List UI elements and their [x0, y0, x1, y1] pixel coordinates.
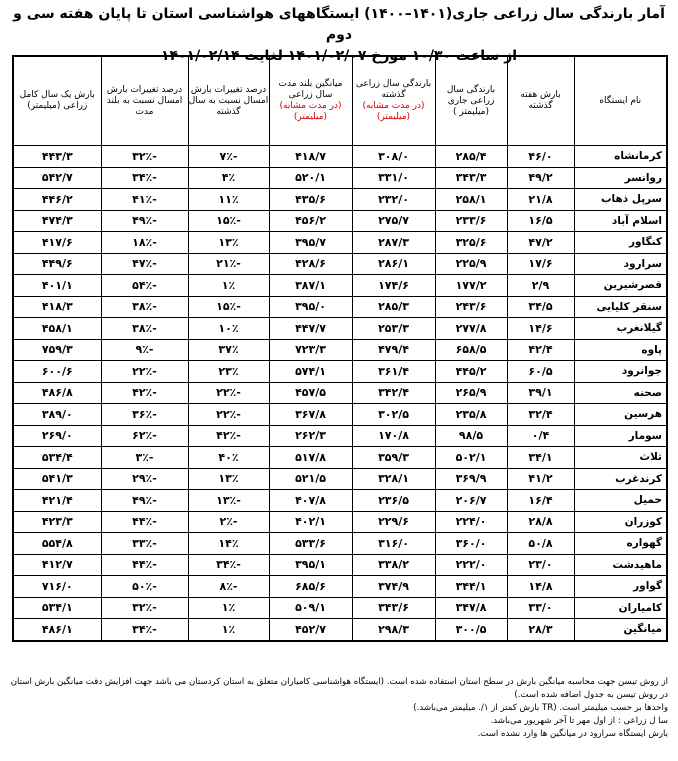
- change-longterm-cell: -۳۴٪: [101, 167, 188, 189]
- change-last-year-cell: ۴٪: [188, 167, 269, 189]
- week-rain-cell: ۴۷/۲: [507, 232, 574, 254]
- current-rain-cell: ۶۵۸/۵: [435, 339, 507, 361]
- last-year-rain-cell: ۴۷۹/۴: [352, 339, 435, 361]
- current-rain-cell: ۳۴۷/۸: [435, 597, 507, 619]
- change-longterm-cell: -۳۸٪: [101, 318, 188, 340]
- week-rain-cell: ۱۴/۸: [507, 576, 574, 598]
- week-rain-cell: ۴۹/۲: [507, 167, 574, 189]
- table-header-row: [13, 56, 667, 146]
- change-last-year-cell: -۲۱٪: [188, 253, 269, 275]
- station-name-cell: سرارود: [574, 253, 667, 275]
- longterm-rain-cell: ۵۲۰/۱: [269, 167, 352, 189]
- footnote-4: بارش ایستگاه سرارود در میانگین ها وارد نشده است.: [477, 729, 668, 739]
- last-year-rain-cell: ۳۳۱/۰: [352, 167, 435, 189]
- full-year-rain-cell: ۷۵۹/۳: [13, 339, 101, 361]
- last-year-rain-cell: ۲۳۲/۰: [352, 189, 435, 211]
- last-year-rain-cell: ۱۷۴/۶: [352, 275, 435, 297]
- header-change-last-year: درصد تغییرات بارش امسال نسبت به سال گذشته: [188, 56, 269, 146]
- change-longterm-cell: -۳۸٪: [101, 296, 188, 318]
- station-name-cell: ثلاث: [574, 447, 667, 469]
- header-full-year: بارش یک سال کامل زراعی (میلیمتر): [13, 56, 101, 146]
- full-year-rain-cell: ۵۳۴/۴: [13, 447, 101, 469]
- change-longterm-cell: -۳۶٪: [101, 404, 188, 426]
- longterm-rain-cell: ۶۸۵/۶: [269, 576, 352, 598]
- longterm-rain-cell: ۵۱۷/۸: [269, 447, 352, 469]
- longterm-rain-cell: ۳۹۵/۷: [269, 232, 352, 254]
- table-row: [13, 382, 667, 404]
- full-year-rain-cell: ۴۰۱/۱: [13, 275, 101, 297]
- table-row: [13, 619, 667, 641]
- longterm-rain-cell: ۴۴۷/۷: [269, 318, 352, 340]
- change-last-year-cell: -۱۳٪: [188, 490, 269, 512]
- current-rain-cell: ۴۴۵/۲: [435, 361, 507, 383]
- longterm-rain-cell: ۲۶۲/۳: [269, 425, 352, 447]
- week-rain-cell: ۱۶/۴: [507, 490, 574, 512]
- change-longterm-cell: -۴۱٪: [101, 189, 188, 211]
- header-last-year-note: (در مدت مشابه) (میلیمتر): [362, 101, 425, 122]
- current-rain-cell: ۲۶۵/۹: [435, 382, 507, 404]
- change-longterm-cell: -۲۹٪: [101, 468, 188, 490]
- table-row: [13, 361, 667, 383]
- full-year-rain-cell: ۴۴۶/۲: [13, 189, 101, 211]
- full-year-rain-cell: ۲۶۹/۰: [13, 425, 101, 447]
- week-rain-cell: ۳۲/۴: [507, 404, 574, 426]
- full-year-rain-cell: ۶۰۰/۶: [13, 361, 101, 383]
- longterm-rain-cell: ۵۷۴/۱: [269, 361, 352, 383]
- week-rain-cell: ۳۴/۱: [507, 447, 574, 469]
- full-year-rain-cell: ۴۲۳/۳: [13, 511, 101, 533]
- table-row: [13, 490, 667, 512]
- change-last-year-cell: ۱٪: [188, 597, 269, 619]
- table-row: [13, 296, 667, 318]
- current-rain-cell: ۲۵۸/۱: [435, 189, 507, 211]
- table-row: [13, 232, 667, 254]
- week-rain-cell: ۱۴/۶: [507, 318, 574, 340]
- last-year-rain-cell: ۲۳۶/۵: [352, 490, 435, 512]
- full-year-rain-cell: ۴۱۲/۷: [13, 554, 101, 576]
- station-name-cell: ماهیدشت: [574, 554, 667, 576]
- change-longterm-cell: -۴۹٪: [101, 210, 188, 232]
- full-year-rain-cell: ۵۴۱/۳: [13, 468, 101, 490]
- longterm-rain-cell: ۳۹۵/۱: [269, 554, 352, 576]
- table-row: [13, 468, 667, 490]
- station-name-cell: اسلام آباد: [574, 210, 667, 232]
- table-row: [13, 146, 667, 168]
- station-name-cell: سومار: [574, 425, 667, 447]
- full-year-rain-cell: ۵۴۲/۷: [13, 167, 101, 189]
- change-longterm-cell: -۵۰٪: [101, 576, 188, 598]
- current-rain-cell: ۲۲۲/۰: [435, 554, 507, 576]
- last-year-rain-cell: ۳۴۲/۴: [352, 382, 435, 404]
- station-name-cell: سرپل ذهاب: [574, 189, 667, 211]
- station-name-cell: صحنه: [574, 382, 667, 404]
- change-last-year-cell: -۱۵٪: [188, 296, 269, 318]
- longterm-rain-cell: ۴۵۲/۷: [269, 619, 352, 641]
- rainfall-table: [12, 55, 668, 642]
- last-year-rain-cell: ۲۲۹/۶: [352, 511, 435, 533]
- week-rain-cell: ۶۰/۵: [507, 361, 574, 383]
- longterm-rain-cell: ۴۱۸/۷: [269, 146, 352, 168]
- header-last-year-label: بارندگی سال زراعی گذشته: [355, 79, 432, 100]
- full-year-rain-cell: ۴۴۹/۶: [13, 253, 101, 275]
- change-last-year-cell: -۲٪: [188, 511, 269, 533]
- current-rain-cell: ۲۳۳/۶: [435, 210, 507, 232]
- week-rain-cell: ۰/۴: [507, 425, 574, 447]
- change-longterm-cell: -۴۴٪: [101, 511, 188, 533]
- longterm-rain-cell: ۵۰۹/۱: [269, 597, 352, 619]
- full-year-rain-cell: ۵۵۴/۸: [13, 533, 101, 555]
- longterm-rain-cell: ۳۸۷/۱: [269, 275, 352, 297]
- station-name-cell: گیلانغرب: [574, 318, 667, 340]
- change-last-year-cell: ۱۰٪: [188, 318, 269, 340]
- change-last-year-cell: -۷٪: [188, 146, 269, 168]
- last-year-rain-cell: ۱۷۰/۸: [352, 425, 435, 447]
- longterm-rain-cell: ۵۳۳/۶: [269, 533, 352, 555]
- full-year-rain-cell: ۴۸۶/۸: [13, 382, 101, 404]
- change-last-year-cell: ۱٪: [188, 619, 269, 641]
- change-last-year-cell: -۲۲٪: [188, 404, 269, 426]
- table-row: [13, 318, 667, 340]
- current-rain-cell: ۲۳۵/۸: [435, 404, 507, 426]
- station-name-cell: گهواره: [574, 533, 667, 555]
- table-row: [13, 511, 667, 533]
- full-year-rain-cell: ۷۱۶/۰: [13, 576, 101, 598]
- change-last-year-cell: -۸٪: [188, 576, 269, 598]
- current-rain-cell: ۲۲۴/۰: [435, 511, 507, 533]
- change-longterm-cell: -۳۲٪: [101, 597, 188, 619]
- change-longterm-cell: -۴۹٪: [101, 490, 188, 512]
- table-row: [13, 554, 667, 576]
- current-rain-cell: ۳۲۵/۶: [435, 232, 507, 254]
- week-rain-cell: ۳۴/۵: [507, 296, 574, 318]
- last-year-rain-cell: ۳۴۳/۶: [352, 597, 435, 619]
- week-rain-cell: ۴۲/۴: [507, 339, 574, 361]
- table-row: [13, 425, 667, 447]
- station-name-cell: روانسر: [574, 167, 667, 189]
- footnote-1: از روش تیسن جهت محاسبه میانگین بارش در سطح استان استفاده شده است. (ایستگاه هواشناسی کامیاران متعلق به استان کردستان می باشد جهت افزایش دقت میانگین بارش استان در روش تیسن به جدول اضافه شده است.): [10, 677, 668, 700]
- last-year-rain-cell: ۲۵۳/۳: [352, 318, 435, 340]
- week-rain-cell: ۲۸/۳: [507, 619, 574, 641]
- current-rain-cell: ۳۴۳/۳: [435, 167, 507, 189]
- change-longterm-cell: -۳۴٪: [101, 619, 188, 641]
- station-name-cell: قصرشیرین: [574, 275, 667, 297]
- header-longterm-label: میانگین بلند مدت سال زراعی: [278, 79, 343, 100]
- change-last-year-cell: ۲۳٪: [188, 361, 269, 383]
- week-rain-cell: ۱۶/۵: [507, 210, 574, 232]
- change-last-year-cell: -۴۲٪: [188, 425, 269, 447]
- station-name-cell: کامیاران: [574, 597, 667, 619]
- week-rain-cell: ۴۱/۲: [507, 468, 574, 490]
- current-rain-cell: ۲۸۵/۴: [435, 146, 507, 168]
- last-year-rain-cell: ۲۸۷/۳: [352, 232, 435, 254]
- current-rain-cell: ۲۰۶/۷: [435, 490, 507, 512]
- week-rain-cell: ۳۹/۱: [507, 382, 574, 404]
- longterm-rain-cell: ۳۶۷/۸: [269, 404, 352, 426]
- last-year-rain-cell: ۳۶۱/۴: [352, 361, 435, 383]
- table-row: [13, 597, 667, 619]
- change-longterm-cell: -۴۴٪: [101, 554, 188, 576]
- change-longterm-cell: -۶۲٪: [101, 425, 188, 447]
- full-year-rain-cell: ۴۷۴/۳: [13, 210, 101, 232]
- last-year-rain-cell: ۳۰۲/۵: [352, 404, 435, 426]
- change-longterm-cell: -۳۲٪: [101, 146, 188, 168]
- station-name-cell: کنگاور: [574, 232, 667, 254]
- table-row: [13, 447, 667, 469]
- longterm-rain-cell: ۴۵۷/۵: [269, 382, 352, 404]
- change-last-year-cell: ۱۴٪: [188, 533, 269, 555]
- week-rain-cell: ۲۱/۸: [507, 189, 574, 211]
- longterm-rain-cell: ۴۰۷/۸: [269, 490, 352, 512]
- last-year-rain-cell: ۲۹۸/۳: [352, 619, 435, 641]
- station-name-cell: کرندغرب: [574, 468, 667, 490]
- footnotes: [10, 676, 668, 741]
- change-last-year-cell: -۳۴٪: [188, 554, 269, 576]
- change-last-year-cell: ۱۳٪: [188, 468, 269, 490]
- change-last-year-cell: ۱۱٪: [188, 189, 269, 211]
- full-year-rain-cell: ۴۱۷/۶: [13, 232, 101, 254]
- last-year-rain-cell: ۳۷۴/۹: [352, 576, 435, 598]
- header-longterm: [269, 56, 352, 146]
- change-last-year-cell: ۱٪: [188, 275, 269, 297]
- change-longterm-cell: -۱۸٪: [101, 232, 188, 254]
- week-rain-cell: ۲۳/۰: [507, 554, 574, 576]
- last-year-rain-cell: ۳۱۶/۰: [352, 533, 435, 555]
- table-row: [13, 404, 667, 426]
- week-rain-cell: ۵۰/۸: [507, 533, 574, 555]
- current-rain-cell: ۲۷۷/۸: [435, 318, 507, 340]
- header-station: نام ایستگاه: [574, 56, 667, 146]
- change-longterm-cell: -۲۲٪: [101, 361, 188, 383]
- week-rain-cell: ۲۸/۸: [507, 511, 574, 533]
- longterm-rain-cell: ۴۲۸/۶: [269, 253, 352, 275]
- station-name-cell: میانگین: [574, 619, 667, 641]
- footnote-2: واحدها بر حسب میلیمتر است. (TR بارش کمتر از ۱/. میلیمتر می‌باشد.): [413, 703, 668, 713]
- full-year-rain-cell: ۴۸۶/۱: [13, 619, 101, 641]
- current-rain-cell: ۳۶۰/۰: [435, 533, 507, 555]
- station-name-cell: هرسین: [574, 404, 667, 426]
- longterm-rain-cell: ۴۰۲/۱: [269, 511, 352, 533]
- table-row: [13, 189, 667, 211]
- last-year-rain-cell: ۳۲۸/۱: [352, 468, 435, 490]
- table-row: [13, 533, 667, 555]
- station-name-cell: سنقر کلیایی: [574, 296, 667, 318]
- longterm-rain-cell: ۴۳۵/۶: [269, 189, 352, 211]
- change-longterm-cell: -۹٪: [101, 339, 188, 361]
- week-rain-cell: ۳۳/۰: [507, 597, 574, 619]
- full-year-rain-cell: ۴۴۳/۳: [13, 146, 101, 168]
- header-last-year: [352, 56, 435, 146]
- change-longterm-cell: -۳٪: [101, 447, 188, 469]
- current-rain-cell: ۳۴۴/۱: [435, 576, 507, 598]
- change-longterm-cell: -۴۲٪: [101, 382, 188, 404]
- week-rain-cell: ۴۶/۰: [507, 146, 574, 168]
- station-name-cell: جوانرود: [574, 361, 667, 383]
- change-last-year-cell: ۱۳٪: [188, 232, 269, 254]
- table-row: [13, 210, 667, 232]
- title-line-1: آمار بارندگی سال زراعی جاری(۱۴۰۱–۱۴۰۰) ایستگاههای هواشناسی استان تا پایان هفته سی و دوم: [13, 6, 665, 43]
- full-year-rain-cell: ۳۸۹/۰: [13, 404, 101, 426]
- change-longterm-cell: -۴۷٪: [101, 253, 188, 275]
- header-longterm-note: (در مدت مشابه) (میلیمتر): [279, 101, 342, 122]
- change-longterm-cell: -۵۴٪: [101, 275, 188, 297]
- current-rain-cell: ۳۶۹/۹: [435, 468, 507, 490]
- full-year-rain-cell: ۴۵۸/۱: [13, 318, 101, 340]
- station-name-cell: حمیل: [574, 490, 667, 512]
- table-body: [13, 146, 667, 641]
- last-year-rain-cell: ۳۳۸/۲: [352, 554, 435, 576]
- current-rain-cell: ۲۲۵/۹: [435, 253, 507, 275]
- longterm-rain-cell: ۳۹۵/۰: [269, 296, 352, 318]
- current-rain-cell: ۵۰۲/۱: [435, 447, 507, 469]
- table-row: [13, 253, 667, 275]
- last-year-rain-cell: ۲۸۶/۱: [352, 253, 435, 275]
- header-week: بارش هفته گذشته: [507, 56, 574, 146]
- change-longterm-cell: -۳۳٪: [101, 533, 188, 555]
- longterm-rain-cell: ۴۵۶/۲: [269, 210, 352, 232]
- current-rain-cell: ۹۸/۵: [435, 425, 507, 447]
- table-row: [13, 275, 667, 297]
- last-year-rain-cell: ۳۰۸/۰: [352, 146, 435, 168]
- last-year-rain-cell: ۳۵۹/۳: [352, 447, 435, 469]
- header-current: بارندگی سال زراعی جاری (میلیمتر ): [435, 56, 507, 146]
- table-row: [13, 167, 667, 189]
- station-name-cell: پاوه: [574, 339, 667, 361]
- change-last-year-cell: -۲۲٪: [188, 382, 269, 404]
- full-year-rain-cell: ۴۲۱/۴: [13, 490, 101, 512]
- station-name-cell: گواور: [574, 576, 667, 598]
- last-year-rain-cell: ۲۷۵/۷: [352, 210, 435, 232]
- longterm-rain-cell: ۷۲۳/۳: [269, 339, 352, 361]
- change-last-year-cell: ۳۷٪: [188, 339, 269, 361]
- station-name-cell: کوزران: [574, 511, 667, 533]
- title-line-2: از ساعت ۱۰/۳۰ مورخ ۱۴۰۱/۰۲/۰۷ لغایت ۱۴۰۱/۰۲/۱۴: [160, 48, 518, 64]
- station-name-cell: کرمانشاه: [574, 146, 667, 168]
- week-rain-cell: ۱۷/۶: [507, 253, 574, 275]
- table-row: [13, 339, 667, 361]
- week-rain-cell: ۲/۹: [507, 275, 574, 297]
- full-year-rain-cell: ۵۳۴/۱: [13, 597, 101, 619]
- change-last-year-cell: ۴۰٪: [188, 447, 269, 469]
- footnote-3: سا ل زراعی : از اول مهر تا آخر شهریور می‌باشد.: [490, 716, 668, 726]
- full-year-rain-cell: ۴۱۸/۳: [13, 296, 101, 318]
- header-change-longterm: درصد تغییرات بارش امسال نسبت به بلند مدت: [101, 56, 188, 146]
- current-rain-cell: ۲۴۳/۶: [435, 296, 507, 318]
- longterm-rain-cell: ۵۲۱/۵: [269, 468, 352, 490]
- current-rain-cell: ۳۰۰/۵: [435, 619, 507, 641]
- change-last-year-cell: -۱۵٪: [188, 210, 269, 232]
- last-year-rain-cell: ۲۸۵/۳: [352, 296, 435, 318]
- current-rain-cell: ۱۷۷/۲: [435, 275, 507, 297]
- table-row: [13, 576, 667, 598]
